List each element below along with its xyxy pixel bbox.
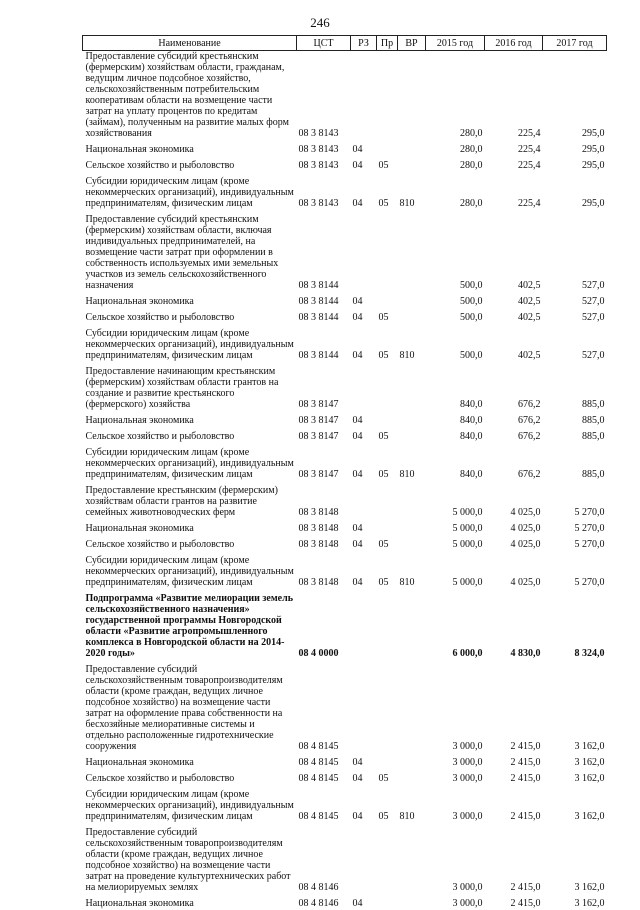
table-row (83, 210, 607, 292)
cell-2017: 527,0 (543, 292, 607, 308)
cell-cst: 08 3 8147 (297, 411, 351, 427)
table-row (83, 660, 607, 753)
cell-2017: 3 162,0 (543, 660, 607, 753)
cell-rz: 04 (351, 894, 377, 910)
cell-2016: 225,4 (485, 172, 543, 210)
cell-2016: 2 415,0 (485, 660, 543, 753)
cell-pr: 05 (377, 324, 398, 362)
cell-2016: 2 415,0 (485, 753, 543, 769)
cell-2016: 676,2 (485, 443, 543, 481)
cell-vr (398, 140, 426, 156)
cell-rz: 04 (351, 769, 377, 785)
cell-name: Субсидии юридическим лицам (кроме некоммерческих организаций), индивидуальным предпринимателям, физическим лицам (83, 551, 297, 589)
cell-2016: 4 025,0 (485, 481, 543, 519)
cell-2016: 225,4 (485, 156, 543, 172)
header-2016: 2016 год (485, 36, 543, 51)
cell-vr (398, 362, 426, 411)
cell-name: Национальная экономика (83, 411, 297, 427)
header-2015: 2015 год (426, 36, 485, 51)
cell-2016: 225,4 (485, 140, 543, 156)
cell-rz (351, 51, 377, 141)
cell-2017: 885,0 (543, 443, 607, 481)
cell-name: Субсидии юридическим лицам (кроме некоммерческих организаций), индивидуальным предпринимателям, физическим лицам (83, 443, 297, 481)
cell-cst: 08 3 8144 (297, 324, 351, 362)
table-row (83, 551, 607, 589)
cell-cst: 08 3 8143 (297, 172, 351, 210)
cell-2017: 3 162,0 (543, 785, 607, 823)
cell-2015: 5 000,0 (426, 481, 485, 519)
cell-2017: 3 162,0 (543, 894, 607, 910)
cell-rz (351, 481, 377, 519)
cell-2015: 280,0 (426, 172, 485, 210)
cell-2017: 3 162,0 (543, 823, 607, 894)
cell-name: Национальная экономика (83, 519, 297, 535)
cell-2016: 676,2 (485, 362, 543, 411)
table-row (83, 308, 607, 324)
table-row (83, 519, 607, 535)
cell-vr: 810 (398, 551, 426, 589)
cell-cst: 08 3 8148 (297, 481, 351, 519)
cell-2016: 4 025,0 (485, 519, 543, 535)
cell-2015: 3 000,0 (426, 769, 485, 785)
cell-2015: 840,0 (426, 427, 485, 443)
cell-2015: 840,0 (426, 443, 485, 481)
cell-vr (398, 660, 426, 753)
cell-cst: 08 4 8146 (297, 894, 351, 910)
cell-name: Национальная экономика (83, 292, 297, 308)
cell-cst: 08 3 8148 (297, 535, 351, 551)
header-name: Наименование (83, 36, 297, 51)
cell-2015: 3 000,0 (426, 660, 485, 753)
cell-cst: 08 4 8145 (297, 753, 351, 769)
cell-name: Предоставление субсидий сельскохозяйственным товаропроизводителям области (кроме граждан, ведущих личное подсобное хозяйство) на возмещение части затрат на проведение культуртехнических работ на мелиорируемых землях (83, 823, 297, 894)
table-row (83, 324, 607, 362)
cell-name: Предоставление начинающим крестьянским (фермерским) хозяйствам области грантов на создание и развитие крестьянского (фермерского) хозяйства (83, 362, 297, 411)
cell-2016: 402,5 (485, 292, 543, 308)
cell-2017: 3 162,0 (543, 753, 607, 769)
cell-2016: 402,5 (485, 308, 543, 324)
cell-vr (398, 481, 426, 519)
cell-2016: 2 415,0 (485, 894, 543, 910)
cell-2017: 5 270,0 (543, 551, 607, 589)
cell-vr (398, 769, 426, 785)
cell-2015: 280,0 (426, 156, 485, 172)
cell-2016: 676,2 (485, 427, 543, 443)
cell-pr (377, 823, 398, 894)
table-row (83, 823, 607, 894)
cell-2015: 840,0 (426, 362, 485, 411)
cell-pr (377, 589, 398, 660)
cell-pr (377, 210, 398, 292)
cell-pr (377, 660, 398, 753)
cell-cst: 08 4 8145 (297, 660, 351, 753)
cell-2015: 840,0 (426, 411, 485, 427)
cell-pr: 05 (377, 769, 398, 785)
cell-pr (377, 362, 398, 411)
cell-name: Сельское хозяйство и рыболовство (83, 427, 297, 443)
cell-name: Сельское хозяйство и рыболовство (83, 769, 297, 785)
table-body (83, 51, 607, 910)
cell-pr (377, 519, 398, 535)
cell-2017: 527,0 (543, 210, 607, 292)
cell-pr (377, 481, 398, 519)
cell-name: Сельское хозяйство и рыболовство (83, 535, 297, 551)
table-row (83, 362, 607, 411)
cell-2016: 225,4 (485, 51, 543, 141)
cell-2017: 3 162,0 (543, 769, 607, 785)
cell-vr (398, 427, 426, 443)
cell-vr (398, 589, 426, 660)
cell-name: Сельское хозяйство и рыболовство (83, 308, 297, 324)
cell-vr: 810 (398, 443, 426, 481)
cell-2017: 885,0 (543, 362, 607, 411)
cell-2016: 2 415,0 (485, 769, 543, 785)
cell-rz: 04 (351, 156, 377, 172)
cell-rz: 04 (351, 785, 377, 823)
cell-2015: 500,0 (426, 308, 485, 324)
cell-2017: 5 270,0 (543, 481, 607, 519)
cell-rz: 04 (351, 292, 377, 308)
table-row (83, 753, 607, 769)
table-row (83, 411, 607, 427)
cell-pr (377, 753, 398, 769)
cell-pr: 05 (377, 156, 398, 172)
cell-2016: 4 830,0 (485, 589, 543, 660)
cell-cst: 08 4 8145 (297, 785, 351, 823)
table-row (83, 140, 607, 156)
cell-2016: 402,5 (485, 324, 543, 362)
cell-cst: 08 3 8148 (297, 551, 351, 589)
cell-2017: 295,0 (543, 51, 607, 141)
cell-2015: 500,0 (426, 292, 485, 308)
cell-2016: 4 025,0 (485, 535, 543, 551)
cell-name: Национальная экономика (83, 753, 297, 769)
cell-pr (377, 411, 398, 427)
cell-rz: 04 (351, 427, 377, 443)
header-cst: ЦСТ (297, 36, 351, 51)
cell-cst: 08 3 8144 (297, 308, 351, 324)
cell-rz (351, 210, 377, 292)
cell-rz: 04 (351, 172, 377, 210)
cell-name: Предоставление субсидий крестьянским (фермерским) хозяйствам области, гражданам, ведущим личное подсобное хозяйство, сельскохозяйственным потребительским кооперативам области на возмещение части затрат на уплату процентов по кредитам (займам), полученным на развитие малых форм хозяйствования (83, 51, 297, 141)
cell-rz (351, 362, 377, 411)
cell-2017: 295,0 (543, 140, 607, 156)
cell-2016: 2 415,0 (485, 823, 543, 894)
cell-2015: 3 000,0 (426, 894, 485, 910)
cell-2017: 295,0 (543, 156, 607, 172)
table-row (83, 51, 607, 141)
cell-cst: 08 3 8147 (297, 362, 351, 411)
cell-vr (398, 535, 426, 551)
cell-name: Субсидии юридическим лицам (кроме некоммерческих организаций), индивидуальным предпринимателям, физическим лицам (83, 172, 297, 210)
cell-2017: 5 270,0 (543, 519, 607, 535)
cell-rz: 04 (351, 535, 377, 551)
cell-cst: 08 3 8147 (297, 443, 351, 481)
cell-2015: 280,0 (426, 51, 485, 141)
cell-pr (377, 292, 398, 308)
cell-pr: 05 (377, 535, 398, 551)
cell-2017: 295,0 (543, 172, 607, 210)
table-row (83, 785, 607, 823)
table-row (83, 292, 607, 308)
header-pr: Пр (377, 36, 398, 51)
cell-name: Национальная экономика (83, 140, 297, 156)
cell-vr (398, 308, 426, 324)
table-row (83, 589, 607, 660)
cell-2015: 5 000,0 (426, 535, 485, 551)
cell-rz (351, 589, 377, 660)
cell-name: Предоставление субсидий крестьянским (фермерским) хозяйствам области, включая индивидуальных предпринимателей, на возмещение части затрат при оформлении в собственность используемых ими земельных участков из земель сельскохозяйственного назначения (83, 210, 297, 292)
cell-pr: 05 (377, 443, 398, 481)
cell-2015: 5 000,0 (426, 519, 485, 535)
cell-cst: 08 3 8143 (297, 156, 351, 172)
table-row (83, 156, 607, 172)
cell-cst: 08 4 0000 (297, 589, 351, 660)
cell-vr (398, 823, 426, 894)
cell-cst: 08 4 8146 (297, 823, 351, 894)
cell-pr (377, 51, 398, 141)
cell-name: Субсидии юридическим лицам (кроме некоммерческих организаций), индивидуальным предпринимателям, физическим лицам (83, 324, 297, 362)
cell-rz: 04 (351, 551, 377, 589)
cell-2017: 527,0 (543, 324, 607, 362)
cell-2015: 500,0 (426, 324, 485, 362)
cell-pr (377, 140, 398, 156)
table-row (83, 443, 607, 481)
cell-2016: 402,5 (485, 210, 543, 292)
cell-pr: 05 (377, 427, 398, 443)
cell-cst: 08 3 8144 (297, 210, 351, 292)
cell-pr (377, 894, 398, 910)
table-row (83, 481, 607, 519)
cell-2017: 527,0 (543, 308, 607, 324)
header-vr: ВР (398, 36, 426, 51)
cell-name: Предоставление субсидий сельскохозяйственным товаропроизводителям области (кроме граждан, ведущих личное подсобное хозяйство) на возмещение части затрат на оформление права собственности на бесхозяйные мелиоративные системы и отдельно расположенные гидротехнические сооружения (83, 660, 297, 753)
cell-rz: 04 (351, 324, 377, 362)
table-row (83, 894, 607, 910)
table-row (83, 769, 607, 785)
cell-rz: 04 (351, 519, 377, 535)
cell-pr: 05 (377, 172, 398, 210)
page-number: 246 (0, 16, 640, 30)
table-row (83, 535, 607, 551)
cell-vr (398, 519, 426, 535)
cell-rz: 04 (351, 443, 377, 481)
cell-vr (398, 411, 426, 427)
cell-2017: 8 324,0 (543, 589, 607, 660)
cell-cst: 08 3 8143 (297, 140, 351, 156)
cell-vr (398, 210, 426, 292)
cell-rz: 04 (351, 411, 377, 427)
cell-2015: 6 000,0 (426, 589, 485, 660)
cell-rz (351, 823, 377, 894)
cell-cst: 08 3 8144 (297, 292, 351, 308)
cell-pr: 05 (377, 308, 398, 324)
cell-rz: 04 (351, 308, 377, 324)
cell-vr (398, 894, 426, 910)
table-row (83, 172, 607, 210)
cell-2016: 2 415,0 (485, 785, 543, 823)
cell-name: Предоставление крестьянским (фермерским) хозяйствам области грантов на развитие семейных животноводческих ферм (83, 481, 297, 519)
cell-cst: 08 3 8147 (297, 427, 351, 443)
cell-name: Национальная экономика (83, 894, 297, 910)
budget-table (82, 35, 607, 910)
header-rz: РЗ (351, 36, 377, 51)
cell-cst: 08 3 8148 (297, 519, 351, 535)
cell-2015: 3 000,0 (426, 753, 485, 769)
cell-2017: 885,0 (543, 427, 607, 443)
cell-2015: 5 000,0 (426, 551, 485, 589)
cell-pr: 05 (377, 551, 398, 589)
cell-2015: 3 000,0 (426, 823, 485, 894)
cell-rz: 04 (351, 753, 377, 769)
cell-rz (351, 660, 377, 753)
cell-vr (398, 753, 426, 769)
cell-vr: 810 (398, 324, 426, 362)
cell-name: Подпрограмма «Развитие мелиорации земель сельскохозяйственного назначения» государственной программы Новгородской области «Развитие агропромышленного комплекса в Новгородской области на 2014-2020 годы» (83, 589, 297, 660)
cell-2017: 5 270,0 (543, 535, 607, 551)
cell-cst: 08 4 8145 (297, 769, 351, 785)
cell-rz: 04 (351, 140, 377, 156)
table-row (83, 427, 607, 443)
cell-2017: 885,0 (543, 411, 607, 427)
cell-2016: 4 025,0 (485, 551, 543, 589)
cell-name: Субсидии юридическим лицам (кроме некоммерческих организаций), индивидуальным предпринимателям, физическим лицам (83, 785, 297, 823)
cell-2015: 500,0 (426, 210, 485, 292)
cell-2016: 676,2 (485, 411, 543, 427)
cell-vr (398, 292, 426, 308)
cell-vr: 810 (398, 172, 426, 210)
cell-vr (398, 51, 426, 141)
cell-2015: 3 000,0 (426, 785, 485, 823)
cell-pr: 05 (377, 785, 398, 823)
table-header (83, 36, 607, 51)
cell-2015: 280,0 (426, 140, 485, 156)
cell-name: Сельское хозяйство и рыболовство (83, 156, 297, 172)
cell-vr: 810 (398, 785, 426, 823)
cell-vr (398, 156, 426, 172)
cell-cst: 08 3 8143 (297, 51, 351, 141)
header-row (83, 36, 607, 51)
header-2017: 2017 год (543, 36, 607, 51)
